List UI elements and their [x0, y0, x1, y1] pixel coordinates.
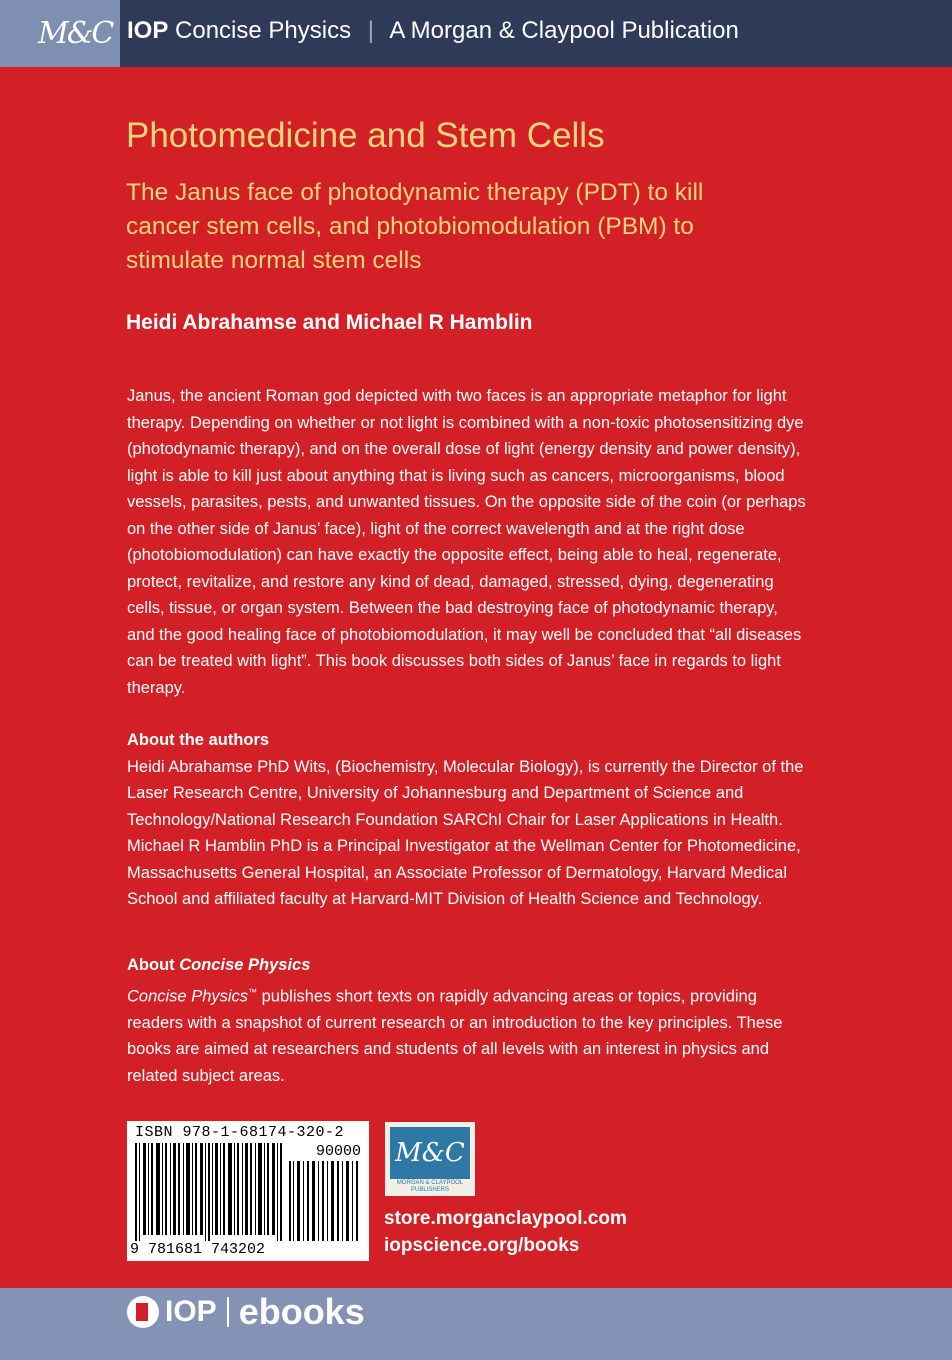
about-series-heading: About Concise Physics [127, 956, 311, 974]
about-series-section [127, 952, 807, 1089]
morgan-claypool-logo [385, 1122, 475, 1196]
about-series-text: Concise Physics™ publishes short texts on rapidly advancing areas or topics, providing readers with a snapshot of current research or an introduction to the key principles. These books are aimed at researchers and students of all levels with an interest in physics and related subject areas. [127, 986, 783, 1085]
iop-ebooks-logo [127, 1290, 365, 1334]
series-brand: IOP [127, 17, 169, 44]
logo-divider [227, 1297, 229, 1327]
series-name: Concise Physics [175, 17, 352, 44]
series-separator: | [367, 17, 374, 44]
book-description: Janus, the ancient Roman god depicted with two faces is an appropriate metaphor for light therapy. Depending on whether or not light is combined with a non-toxic photosensitizing dye (photodynamic therapy), and on the overall dose of light (energy density and power density), light is able to kill just about anything that is living such as cancers, microorganisms, blood vessels, parasites, pests, and unwanted tissues. On the opposite side of the coin (or perhaps on the other side of Janus’ face), light of the correct wavelength and at the right dose (photobiomodulation) can have exactly the opposite effect, being able to heal, regenerate, protect, revitalize, and restore any kind of dead, damaged, stressed, dying, degenerating cells, tissue, or organ system. Between the bad destroying face of photodynamic therapy, and the good healing face of photobiomodulation, it may well be concluded that “all diseases can be treated with light”. This book discusses both sides of Janus’ face in regards to light therapy. [127, 387, 806, 697]
about-authors-heading: About the authors [127, 731, 270, 749]
publisher-mark-box [0, 0, 120, 67]
price-barcode-bars [289, 1161, 361, 1241]
book-title: Photomedicine and Stem Cells [126, 116, 605, 155]
top-bar [0, 0, 952, 67]
barcode-bars [135, 1143, 285, 1241]
about-authors-section [127, 727, 807, 913]
morgan-claypool-caption: MORGAN & CLAYPOOL PUBLISHERS [396, 1180, 464, 1193]
barcode-digits: 9 781681 743202 [130, 1241, 266, 1258]
price-code: 90000 [315, 1143, 361, 1160]
iopscience-link[interactable]: iopscience.org/books [384, 1235, 580, 1256]
iop-icon [127, 1296, 159, 1328]
iop-word: IOP [165, 1295, 217, 1328]
morgan-claypool-mark: M&C [390, 1127, 470, 1179]
isbn-label: ISBN 978-1-68174-320-2 [135, 1124, 345, 1141]
mc-logo: M&C [38, 16, 113, 51]
series-line [127, 17, 739, 45]
publisher-line: A Morgan & Claypool Publication [389, 17, 739, 44]
publisher-links [384, 1205, 627, 1259]
ebooks-word: ebooks [238, 1291, 365, 1332]
store-link[interactable]: store.morganclaypool.com [384, 1208, 627, 1229]
book-authors: Heidi Abrahamse and Michael R Hamblin [126, 311, 533, 334]
about-authors-text: Heidi Abrahamse PhD Wits, (Biochemistry, Molecular Biology), is currently the Director of the Laser Research Centre, University of Johannesburg and Department of Science and Technology/National Research Foundation SARChI Chair for Laser Applications in Health. Michael R Hamblin PhD is a Principal Investigator at the Wellman Center for Photomedicine, Massachusetts General Hospital, an Associate Professor of Dermatology, Harvard Medical School and affiliated faculty at Harvard-MIT Division of Health Science and Technology. [127, 757, 804, 908]
book-subtitle: The Janus face of photodynamic therapy (PDT) to kill cancer stem cells, and photobiomodulation (PBM) to stimulate normal stem cells [126, 179, 704, 274]
isbn-barcode [127, 1121, 369, 1261]
